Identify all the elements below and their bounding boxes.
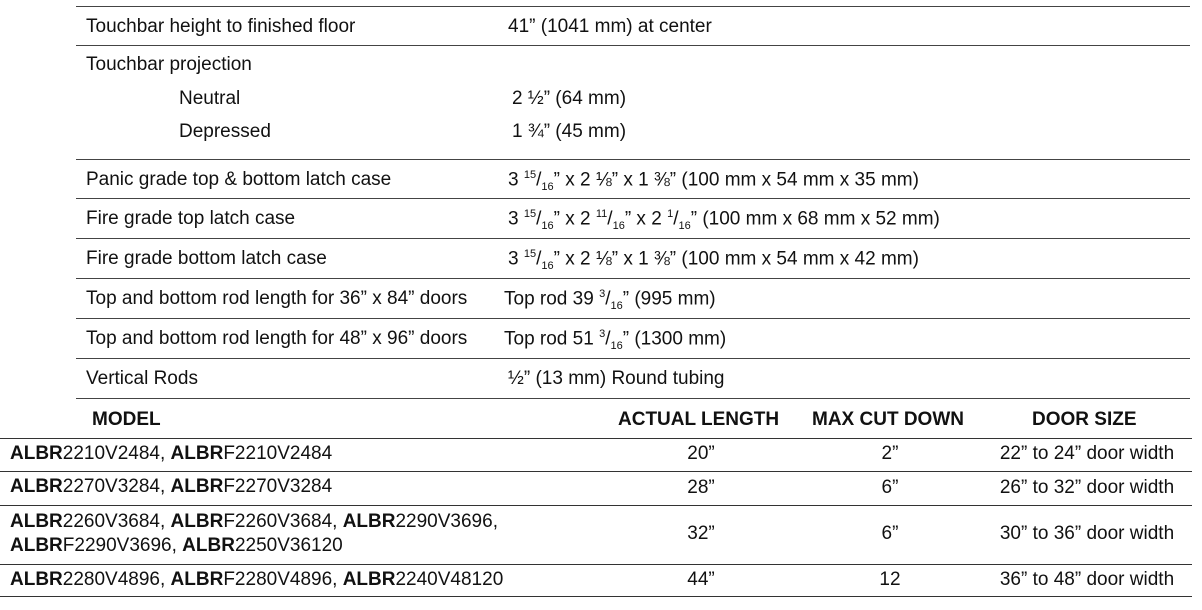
spec-row-touchbar-height: [76, 6, 1190, 45]
door-size-cell: 26” to 32” door width: [999, 477, 1175, 498]
table-row: [0, 505, 1192, 564]
door-size-cell: 22” to 24” door width: [999, 443, 1175, 464]
spec-label: Top and bottom rod length for 48” x 96” doors: [86, 328, 468, 349]
spec-sublabel-depressed: Depressed: [179, 121, 271, 142]
max-cut-down-cell: 2”: [881, 443, 899, 464]
spec-value: 3 $^{15}/_{16}$” x 2 ⅛” x 1 ⅜” (100 mm x 54 mm x 42 mm): [508, 248, 919, 273]
spec-label: Panic grade top & bottom latch case: [86, 169, 392, 190]
spec-value-depressed: 1 ¾” (45 mm): [512, 121, 627, 142]
spec-row-fire-top-latch-case: [76, 198, 1190, 238]
spec-label: Fire grade top latch case: [86, 208, 296, 229]
spec-label: Fire grade bottom latch case: [86, 248, 327, 269]
header-model: MODEL: [92, 409, 161, 430]
max-cut-down-cell: 12: [879, 569, 901, 590]
actual-length-cell: 20”: [687, 443, 715, 464]
spec-row-touchbar-projection: [76, 45, 1190, 159]
spec-row-fire-bottom-latch-case: [76, 238, 1190, 278]
spec-value: 3 $^{15}/_{16}$” x 2 ⅛” x 1 ⅜” (100 mm x 54 mm x 35 mm): [508, 169, 919, 194]
actual-length-cell: 32”: [687, 523, 715, 544]
model-cell: ALBR2210V2484, ALBRF2210V2484: [10, 443, 333, 464]
max-cut-down-cell: 6”: [881, 477, 899, 498]
spec-label: Touchbar projection: [86, 54, 252, 75]
models-table: [0, 400, 1192, 597]
door-size-cell: 36” to 48” door width: [999, 569, 1175, 590]
specifications-table: [76, 6, 1190, 399]
spec-value: Top rod 39 $^3/_{16}$” (995 mm): [504, 288, 716, 313]
spec-label: Touchbar height to finished floor: [86, 16, 356, 37]
header-door-size: DOOR SIZE: [1032, 409, 1137, 430]
model-cell: ALBR2270V3284, ALBRF2270V3284: [10, 476, 333, 497]
spec-row-vertical-rods: [76, 358, 1190, 399]
model-cell: ALBR2280V4896, ALBRF2280V4896, ALBR2240V48120: [10, 569, 504, 590]
spec-value: ½” (13 mm) Round tubing: [508, 368, 725, 389]
spec-value: 41” (1041 mm) at center: [508, 16, 712, 37]
spec-value: 3 $^{15}/_{16}$” x 2 $^{11}/_{16}$” x 2 $^1/_{16}$” (100 mm x 68 mm x 52 mm): [508, 208, 940, 233]
spec-row-rod-length-36: [76, 278, 1190, 318]
spec-row-panic-latch-case: [76, 159, 1190, 198]
actual-length-cell: 28”: [687, 477, 715, 498]
table-row: [0, 471, 1192, 505]
spec-row-rod-length-48: [76, 318, 1190, 358]
table-row: [0, 438, 1192, 471]
table-row: [0, 564, 1192, 597]
spec-sublabel-neutral: Neutral: [179, 88, 241, 109]
spec-label: Top and bottom rod length for 36” x 84” doors: [86, 288, 468, 309]
models-table-header: [0, 400, 1192, 438]
spec-label: Vertical Rods: [86, 368, 198, 389]
actual-length-cell: 44”: [687, 569, 715, 590]
door-size-cell: 30” to 36” door width: [999, 523, 1175, 544]
header-max-cut-down: MAX CUT DOWN: [812, 409, 964, 430]
spec-value: Top rod 51 $^3/_{16}$” (1300 mm): [504, 328, 727, 353]
spec-value-neutral: 2 ½” (64 mm): [512, 88, 627, 109]
model-cell: ALBR2260V3684, ALBRF2260V3684, ALBR2290V3696, ALBRF2290V3696, ALBR2250V36120: [10, 511, 498, 556]
header-actual-length: ACTUAL LENGTH: [618, 409, 780, 430]
max-cut-down-cell: 6”: [881, 523, 899, 544]
